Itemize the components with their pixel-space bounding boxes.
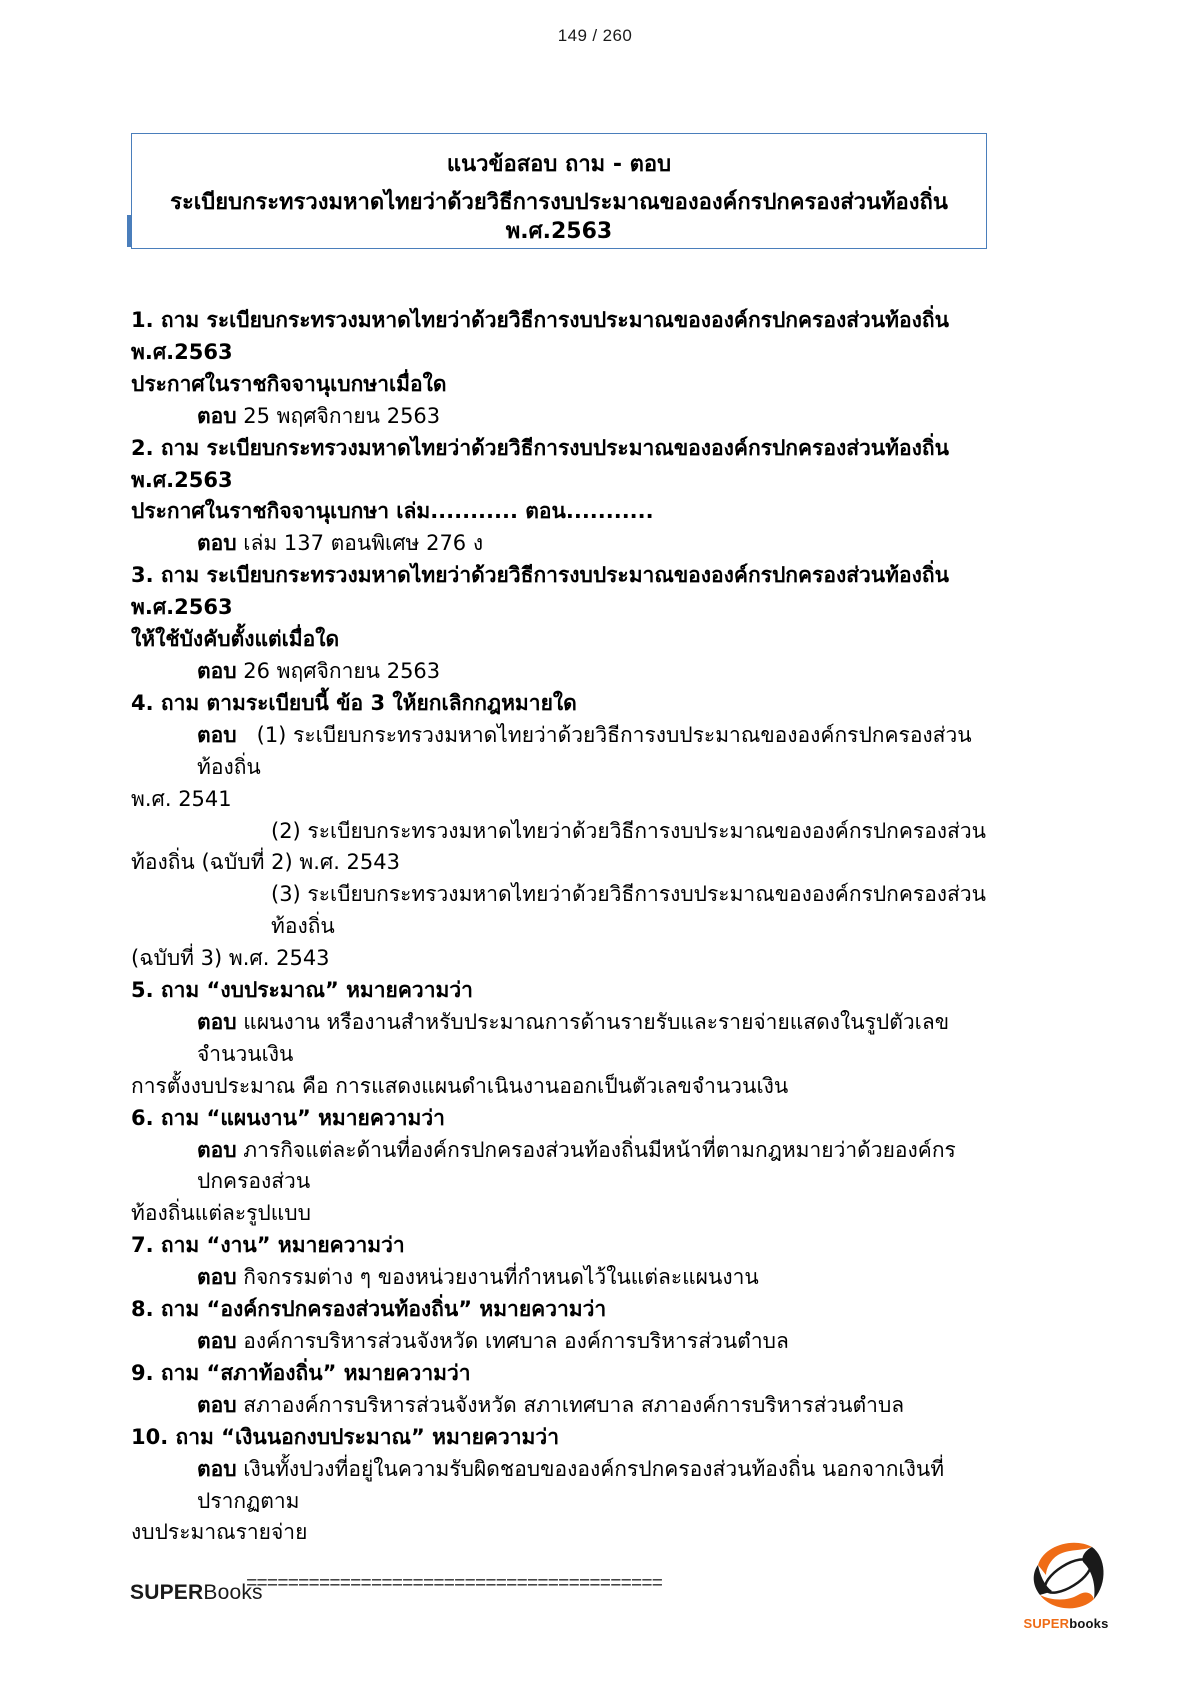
superbooks-logo-label bbox=[1018, 1616, 1114, 1631]
question-8-line-1: 8. ถาม “องค์กรปกครองส่วนท้องถิ่น” หมายความว่า bbox=[131, 1297, 607, 1322]
question-2-line-1: 2. ถาม ระเบียบกระทรวงมหาดไทยว่าด้วยวิธีการงบประมาณขององค์กรปกครองส่วนท้องถิ่น พ.ศ.2563 bbox=[131, 435, 949, 492]
question-10-line-1: 10. ถาม “เงินนอกงบประมาณ” หมายความว่า bbox=[131, 1424, 559, 1449]
answer-4-sub-3-line-1: (3) ระเบียบกระทรวงมหาดไทยว่าด้วยวิธีการงบประมาณขององค์กรปกครองส่วนท้องถิ่น bbox=[271, 882, 987, 939]
answer-4-sub-3-line-2: (ฉบับที่ 3) พ.ศ. 2543 bbox=[131, 946, 330, 971]
title-accent-bar bbox=[127, 215, 131, 247]
answer-label-9: ตอบ bbox=[197, 1392, 237, 1417]
qa-item-8 bbox=[131, 1294, 991, 1358]
title-line-2: ระเบียบกระทรวงมหาดไทยว่าด้วยวิธีการงบประมาณขององค์กรปกครองส่วนท้องถิ่น พ.ศ.2563 bbox=[170, 189, 948, 245]
answer-9 bbox=[131, 1390, 991, 1422]
answer-1 bbox=[131, 401, 991, 433]
answer-4-sub-2-line-2: ท้องถิ่น (ฉบับที่ 2) พ.ศ. 2543 bbox=[131, 850, 401, 875]
qa-body bbox=[131, 305, 991, 1549]
answer-label-4: ตอบ bbox=[197, 722, 237, 747]
answer-7 bbox=[131, 1262, 991, 1294]
page-footer bbox=[0, 1533, 1190, 1683]
footer-brand bbox=[130, 1581, 263, 1605]
answer-text-2: เล่ม 137 ตอนพิเศษ 276 ง bbox=[243, 531, 484, 556]
answer-label-2: ตอบ bbox=[197, 531, 237, 556]
answer-text-3: 26 พฤศจิกายน 2563 bbox=[243, 658, 441, 683]
question-1-line-2: ประกาศในราชกิจจานุเบกษาเมื่อใด bbox=[131, 371, 447, 396]
answer-10-line-1 bbox=[131, 1454, 991, 1518]
page-indicator: 149 / 260 bbox=[557, 26, 633, 45]
answer-4-sub-2-line-1: (2) ระเบียบกระทรวงมหาดไทยว่าด้วยวิธีการงบประมาณขององค์กรปกครองส่วน bbox=[271, 818, 987, 843]
logo-text-super: SUPER bbox=[1023, 1616, 1070, 1631]
answer-text-5: แผนงาน หรืองานสำหรับประมาณการด้านรายรับและรายจ่ายแสดงในรูปตัวเลข จำนวนเงิน bbox=[197, 1009, 950, 1066]
qa-item-7 bbox=[131, 1230, 991, 1294]
question-5-line-1: 5. ถาม “งบประมาณ” หมายความว่า bbox=[131, 978, 473, 1003]
answer-text-10: เงินทั้งปวงที่อยู่ในความรับผิดชอบขององค์กรปกครองส่วนท้องถิ่น นอกจากเงินที่ปรากฏตาม bbox=[197, 1456, 945, 1513]
footer-divider: ======================================== bbox=[246, 1573, 663, 1595]
answer-label-10: ตอบ bbox=[197, 1456, 237, 1481]
answer-10-line-2: งบประมาณรายจ่าย bbox=[131, 1520, 308, 1545]
answer-label-6: ตอบ bbox=[197, 1137, 237, 1162]
answer-label-7: ตอบ bbox=[197, 1265, 237, 1290]
answer-text-7: กิจกรรมต่าง ๆ ของหน่วยงานที่กำหนดไว้ในแต่ละแผนงาน bbox=[243, 1265, 759, 1290]
answer-text-8: องค์การบริหารส่วนจังหวัด เทศบาล องค์การบริหารส่วนตำบล bbox=[243, 1329, 789, 1353]
answer-4-sub1-text: (1) ระเบียบกระทรวงมหาดไทยว่าด้วยวิธีการงบประมาณขององค์กรปกครองส่วนท้องถิ่น bbox=[197, 722, 972, 779]
question-7-line-1: 7. ถาม “งาน” หมายความว่า bbox=[131, 1233, 405, 1258]
answer-text-6: ภารกิจแต่ละด้านที่องค์กรปกครองส่วนท้องถิ่นมีหน้าที่ตามกฎหมายว่าด้วยองค์กรปกครองส่วน bbox=[197, 1137, 956, 1194]
logo-text-books: books bbox=[1069, 1616, 1109, 1631]
answer-5-line-2: การตั้งงบประมาณ คือ การแสดงแผนดำเนินงานออกเป็นตัวเลขจำนวนเงิน bbox=[131, 1073, 789, 1098]
answer-3 bbox=[131, 656, 991, 688]
title-line-1: แนวข้อสอบ ถาม - ตอบ bbox=[446, 152, 672, 177]
question-3-line-2: ให้ใช้บังคับตั้งแต่เมื่อใด bbox=[131, 627, 340, 652]
qa-item-1 bbox=[131, 305, 991, 433]
answer-text-1: 25 พฤศจิกายน 2563 bbox=[243, 403, 441, 428]
answer-2 bbox=[131, 528, 991, 560]
answer-8 bbox=[131, 1326, 991, 1358]
question-4-line-1: 4. ถาม ตามระเบียบนี้ ข้อ 3 ให้ยกเลิกกฎหมายใด bbox=[131, 690, 577, 715]
qa-item-5 bbox=[131, 975, 991, 1103]
qa-item-6 bbox=[131, 1103, 991, 1231]
title-box bbox=[131, 133, 987, 249]
answer-4-sub-1-line-1 bbox=[131, 720, 991, 784]
qa-item-3 bbox=[131, 560, 991, 688]
answer-label-8: ตอบ bbox=[197, 1329, 237, 1353]
answer-5-line-1 bbox=[131, 1007, 991, 1071]
answer-label-3: ตอบ bbox=[197, 658, 237, 683]
question-9-line-1: 9. ถาม “สภาท้องถิ่น” หมายความว่า bbox=[131, 1360, 471, 1385]
question-1-line-1: 1. ถาม ระเบียบกระทรวงมหาดไทยว่าด้วยวิธีการงบประมาณขององค์กรปกครองส่วนท้องถิ่น พ.ศ.2563 bbox=[131, 308, 949, 364]
qa-item-10 bbox=[131, 1422, 991, 1550]
answer-6-line-1 bbox=[131, 1135, 991, 1199]
answer-text-9: สภาองค์การบริหารส่วนจังหวัด สภาเทศบาล สภาองค์การบริหารส่วนตำบล bbox=[243, 1392, 905, 1417]
answer-label-5: ตอบ bbox=[197, 1009, 237, 1034]
footer-brand-books: Books bbox=[203, 1581, 263, 1604]
qa-item-2 bbox=[131, 433, 991, 561]
question-6-line-1: 6. ถาม “แผนงาน” หมายความว่า bbox=[131, 1105, 445, 1130]
superbooks-logo-icon bbox=[1022, 1529, 1114, 1621]
answer-label-1: ตอบ bbox=[197, 403, 237, 428]
answer-6-line-2: ท้องถิ่นแต่ละรูปแบบ bbox=[131, 1201, 311, 1226]
qa-item-4 bbox=[131, 688, 991, 975]
qa-item-9 bbox=[131, 1358, 991, 1422]
footer-brand-super: SUPER bbox=[130, 1581, 204, 1604]
question-3-line-1: 3. ถาม ระเบียบกระทรวงมหาดไทยว่าด้วยวิธีการงบประมาณขององค์กรปกครองส่วนท้องถิ่น พ.ศ.2563 bbox=[131, 563, 949, 620]
answer-4-sub-1-line-2: พ.ศ. 2541 bbox=[131, 786, 232, 811]
question-2-line-2: ประกาศในราชกิจจานุเบกษา เล่ม........... ตอน........... bbox=[131, 499, 654, 524]
